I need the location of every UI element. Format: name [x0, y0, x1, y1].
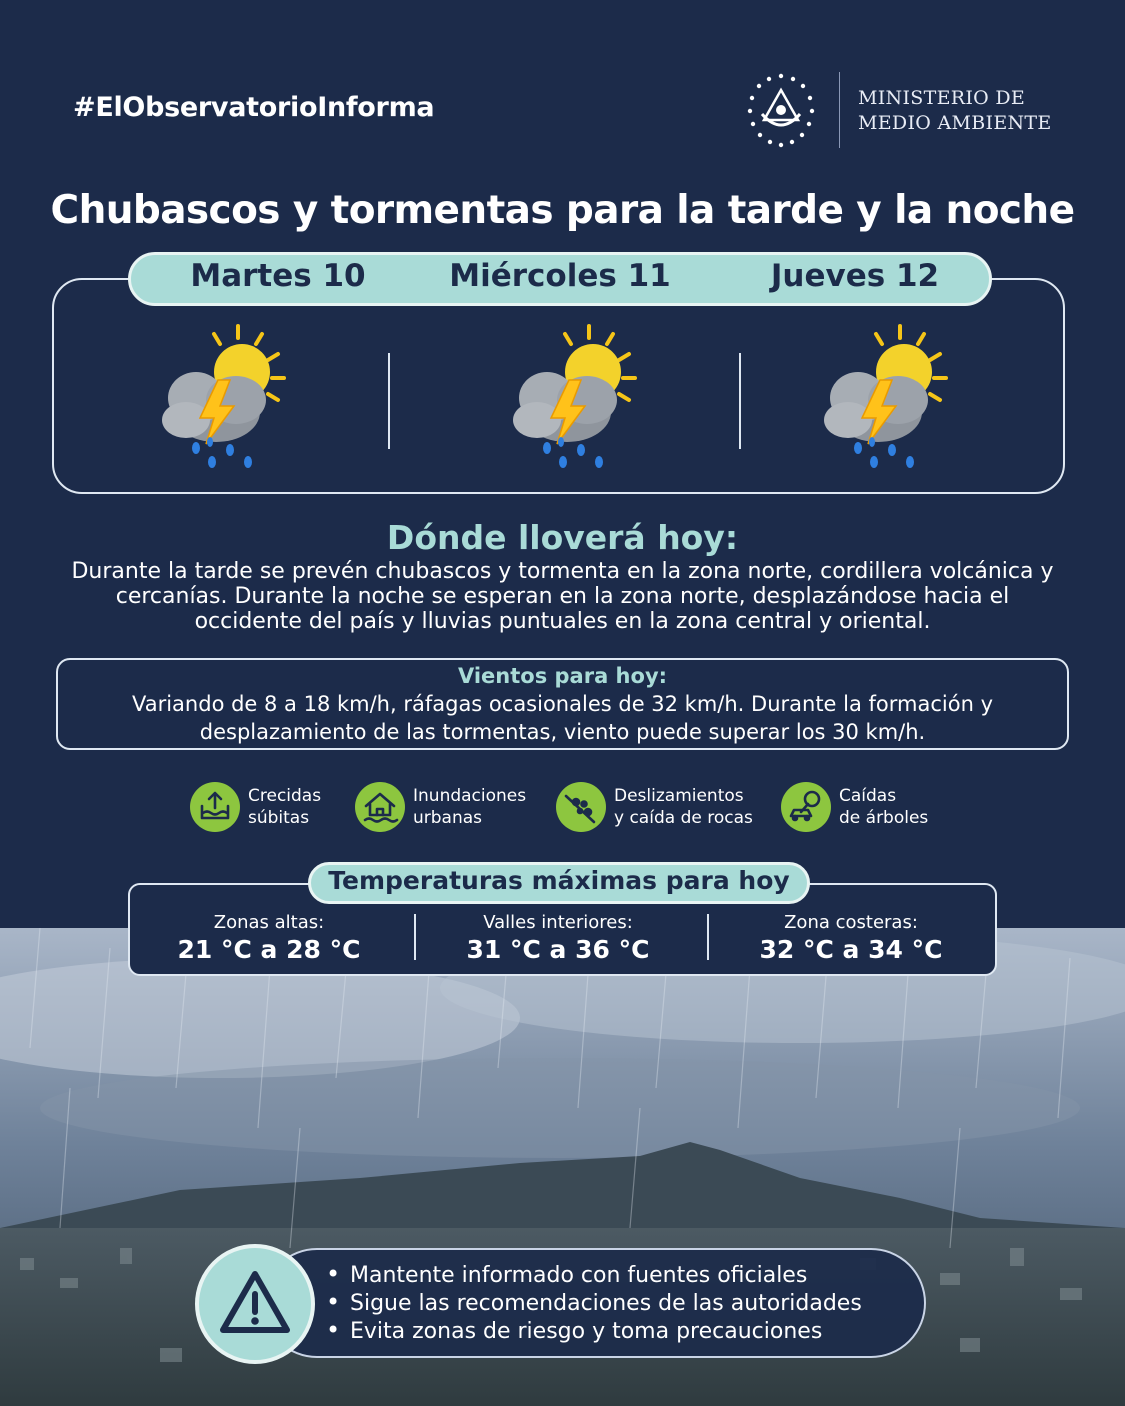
risk-line: Inundaciones	[413, 786, 527, 806]
zone-name: Zona costeras:	[784, 912, 918, 933]
thunderstorm-rain-sun-icon	[507, 320, 647, 476]
zone-divider	[414, 914, 416, 960]
temperatures-title: Temperaturas máximas para hoy	[328, 866, 790, 895]
zone-divider	[707, 914, 709, 960]
zone-name: Zonas altas:	[213, 912, 325, 933]
ministry-line-1: MINISTERIO DE	[858, 87, 1026, 109]
day-label-2: Miércoles 11	[449, 258, 671, 294]
rain-description: Durante la tarde se prevén chubascos y tormenta en la zona norte, cordillera volcánica y cercanías. Durante la noche se esperan en la zona norte, desplazándose hacia el occidente del país y lluvias puntuales en la zona central y oriental.	[71, 559, 1054, 634]
ministry-name	[858, 86, 1052, 136]
risk-line: Caídas	[839, 786, 897, 806]
logo-divider	[839, 72, 840, 148]
tip-item: • Evita zonas de riesgo y toma precauciones	[326, 1317, 862, 1345]
risk-line: súbitas	[248, 808, 310, 828]
risk-label	[839, 785, 928, 829]
thunderstorm-rain-sun-icon	[818, 320, 958, 476]
zone-range: 31 °C a 36 °C	[466, 935, 650, 964]
risk-line: y caída de rocas	[614, 808, 753, 828]
tip-item: • Sigue las recomendaciones de las autoridades	[326, 1289, 862, 1317]
tips-list	[326, 1261, 862, 1345]
risk-line: urbanas	[413, 808, 483, 828]
house-flood-icon	[355, 782, 405, 832]
warning-triangle-icon	[215, 1264, 295, 1344]
winds-title: Vientos para hoy:	[457, 664, 668, 688]
flood-rise-icon	[190, 782, 240, 832]
risk-line: de árboles	[839, 808, 929, 828]
alert-badge	[195, 1244, 315, 1364]
hashtag: #ElObservatorioInforma	[73, 92, 435, 123]
page-title: Chubascos y tormentas para la tarde y la noche	[50, 188, 1075, 233]
landslide-icon	[556, 782, 606, 832]
zone-range: 32 °C a 34 °C	[759, 935, 943, 964]
zone-name: Valles interiores:	[483, 912, 633, 933]
temperature-zone	[418, 912, 698, 966]
day-divider	[739, 353, 741, 449]
day-label-3: Jueves 12	[770, 258, 940, 294]
ministry-logo	[740, 70, 1060, 150]
risk-line: Crecidas	[248, 786, 322, 806]
day-label-1: Martes 10	[190, 258, 366, 294]
day-divider	[388, 353, 390, 449]
tip-item: • Mantente informado con fuentes oficiales	[326, 1261, 862, 1289]
winds-description: Variando de 8 a 18 km/h, ráfagas ocasionales de 32 km/h. Durante la formación y desplazamiento de las tormentas, viento puede superar los 30 km/h.	[131, 692, 994, 744]
el-salvador-seal-icon	[740, 70, 822, 150]
risk-label	[614, 785, 753, 829]
risk-label	[248, 785, 321, 829]
temperature-zone	[129, 912, 409, 966]
ministry-line-2: MEDIO AMBIENTE	[858, 112, 1052, 134]
zone-range: 21 °C a 28 °C	[177, 935, 361, 964]
thunderstorm-rain-sun-icon	[156, 320, 296, 476]
temperature-zone	[711, 912, 991, 966]
fallen-tree-icon	[781, 782, 831, 832]
risk-line: Deslizamientos	[614, 786, 744, 806]
rain-section-title: Dónde lloverá hoy:	[386, 518, 739, 557]
risk-label	[413, 785, 526, 829]
